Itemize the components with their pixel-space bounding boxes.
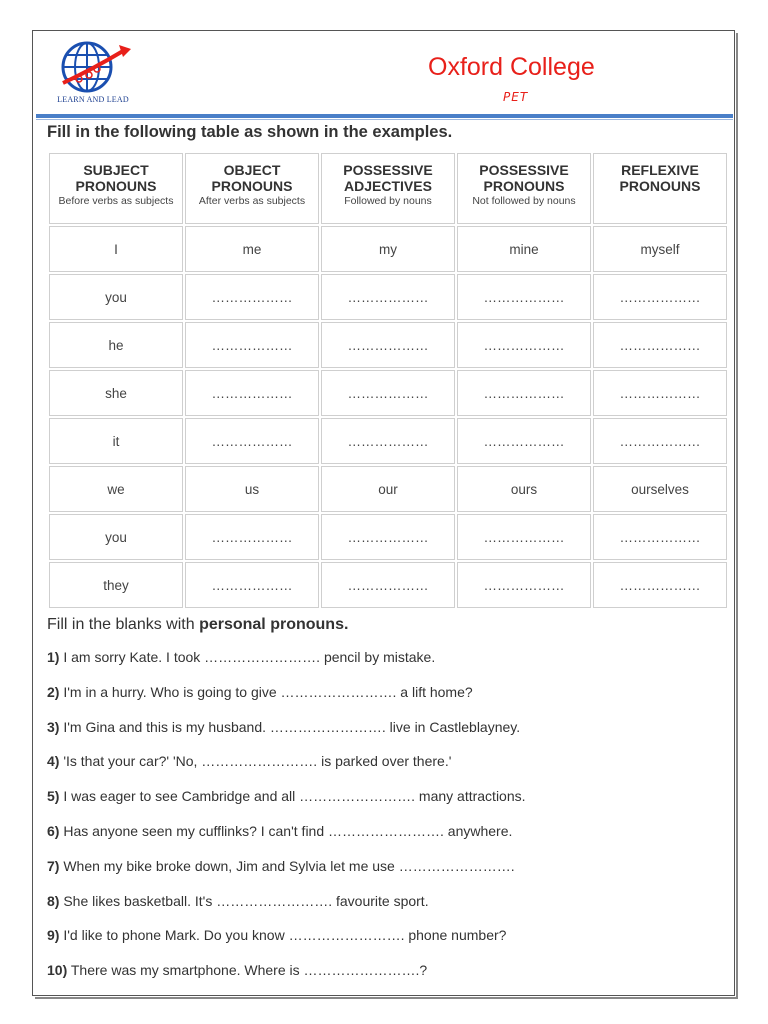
worksheet-page xyxy=(32,30,735,996)
question-text[interactable]: I was eager to see Cambridge and all ……………………. many attractions. xyxy=(63,788,526,805)
question-number: 3) xyxy=(47,718,60,735)
blank-cell[interactable]: ……………… xyxy=(457,562,591,608)
pronoun-cell: we xyxy=(49,466,183,512)
header-rule-thin xyxy=(36,119,733,120)
level-label: PET xyxy=(503,90,529,104)
exercise1-instruction: Fill in the following table as shown in the examples. xyxy=(47,123,453,141)
column-header: SUBJECT PRONOUNS Before verbs as subjects xyxy=(49,153,183,224)
pronoun-cell: you xyxy=(49,514,183,560)
question-number: 7) xyxy=(47,857,60,874)
table-row xyxy=(49,226,727,272)
column-header: OBJECT PRONOUNS After verbs as subjects xyxy=(185,153,319,224)
header-rule xyxy=(36,114,733,118)
table-row xyxy=(49,466,727,512)
question-number: 9) xyxy=(47,927,60,944)
question-text[interactable]: I'd like to phone Mark. Do you know ……………………. phone number? xyxy=(63,927,507,944)
blank-cell[interactable]: ……………… xyxy=(185,562,319,608)
question-number: 6) xyxy=(47,823,60,839)
pronoun-cell: me xyxy=(185,226,319,272)
blank-cell[interactable]: ……………… xyxy=(593,370,727,416)
blank-cell[interactable]: ……………… xyxy=(185,418,319,464)
table-row xyxy=(49,274,727,320)
blank-cell[interactable]: ……………… xyxy=(457,370,591,416)
question-text[interactable]: Has anyone seen my cufflinks? I can't find ……………………. anywhere. xyxy=(63,823,513,839)
blank-cell[interactable]: ……………… xyxy=(593,514,727,560)
question-item xyxy=(47,823,512,839)
pronoun-cell: he xyxy=(49,322,183,368)
pronoun-cell: us xyxy=(185,466,319,512)
table-row xyxy=(49,370,727,416)
blank-cell[interactable]: ……………… xyxy=(185,322,319,368)
question-item xyxy=(47,649,435,665)
question-item xyxy=(47,788,526,804)
question-item xyxy=(47,753,451,769)
table-header-row xyxy=(49,153,727,224)
question-text[interactable]: There was my smartphone. Where is …………………….? xyxy=(70,962,428,979)
blank-cell[interactable]: ……………… xyxy=(593,562,727,608)
pronoun-cell: our xyxy=(321,466,455,512)
table-row xyxy=(49,562,727,608)
college-logo xyxy=(53,39,133,105)
blank-cell[interactable]: ……………… xyxy=(321,562,455,608)
question-text[interactable]: I'm Gina and this is my husband. ……………………. live in Castleblayney. xyxy=(63,718,521,735)
question-number: 8) xyxy=(47,892,60,909)
pronoun-cell: it xyxy=(49,418,183,464)
question-item xyxy=(47,684,473,700)
question-text[interactable]: 'Is that your car?' 'No, ……………………. is parked over there.' xyxy=(63,753,452,770)
pronoun-cell: they xyxy=(49,562,183,608)
column-header: POSSESSIVE PRONOUNS Not followed by nouns xyxy=(457,153,591,224)
blank-cell[interactable]: ……………… xyxy=(185,370,319,416)
blank-cell[interactable]: ……………… xyxy=(185,274,319,320)
blank-cell[interactable]: ……………… xyxy=(457,514,591,560)
pronoun-cell: my xyxy=(321,226,455,272)
pronoun-cell: she xyxy=(49,370,183,416)
blank-cell[interactable]: ……………… xyxy=(321,514,455,560)
question-number: 2) xyxy=(47,683,60,700)
table-row xyxy=(49,418,727,464)
college-name: Oxford College xyxy=(428,53,595,81)
question-item xyxy=(47,962,427,978)
question-text[interactable]: When my bike broke down, Jim and Sylvia let me use ……………………. xyxy=(63,857,515,874)
pronoun-cell: ourselves xyxy=(593,466,727,512)
question-text[interactable]: I am sorry Kate. I took ……………………. pencil by mistake. xyxy=(63,649,436,665)
pronoun-cell: I xyxy=(49,226,183,272)
blank-cell[interactable]: ……………… xyxy=(457,418,591,464)
blank-cell[interactable]: ……………… xyxy=(593,418,727,464)
blank-cell[interactable]: ……………… xyxy=(185,514,319,560)
pronoun-table xyxy=(47,151,729,610)
globe-icon xyxy=(53,39,133,99)
blank-cell[interactable]: ……………… xyxy=(457,274,591,320)
pronoun-cell: you xyxy=(49,274,183,320)
pronoun-cell: myself xyxy=(593,226,727,272)
column-header: POSSESSIVE ADJECTIVES Followed by nouns xyxy=(321,153,455,224)
question-number: 1) xyxy=(47,649,60,665)
blank-cell[interactable]: ……………… xyxy=(321,322,455,368)
pronoun-cell: mine xyxy=(457,226,591,272)
question-number: 4) xyxy=(47,753,60,770)
blank-cell[interactable]: ……………… xyxy=(321,274,455,320)
exercise2-instruction: Fill in the blanks with personal pronouns. xyxy=(47,616,349,633)
question-number: 10) xyxy=(47,962,68,979)
blank-cell[interactable]: ……………… xyxy=(593,322,727,368)
pronoun-cell: ours xyxy=(457,466,591,512)
question-item xyxy=(47,719,520,735)
question-item xyxy=(47,858,515,874)
column-header: REFLEXIVE PRONOUNS xyxy=(593,153,727,224)
blank-cell[interactable]: ……………… xyxy=(593,274,727,320)
blank-cell[interactable]: ……………… xyxy=(457,322,591,368)
question-item xyxy=(47,893,429,909)
logo-text: LEARN AND LEAD xyxy=(57,95,129,104)
table-row xyxy=(49,514,727,560)
blank-cell[interactable]: ……………… xyxy=(321,418,455,464)
blank-cell[interactable]: ……………… xyxy=(321,370,455,416)
question-number: 5) xyxy=(47,788,60,805)
table-row xyxy=(49,322,727,368)
question-text[interactable]: She likes basketball. It's ……………………. favourite sport. xyxy=(63,892,429,909)
question-item xyxy=(47,927,506,943)
question-text[interactable]: I'm in a hurry. Who is going to give ……………………. a lift home? xyxy=(63,683,473,700)
